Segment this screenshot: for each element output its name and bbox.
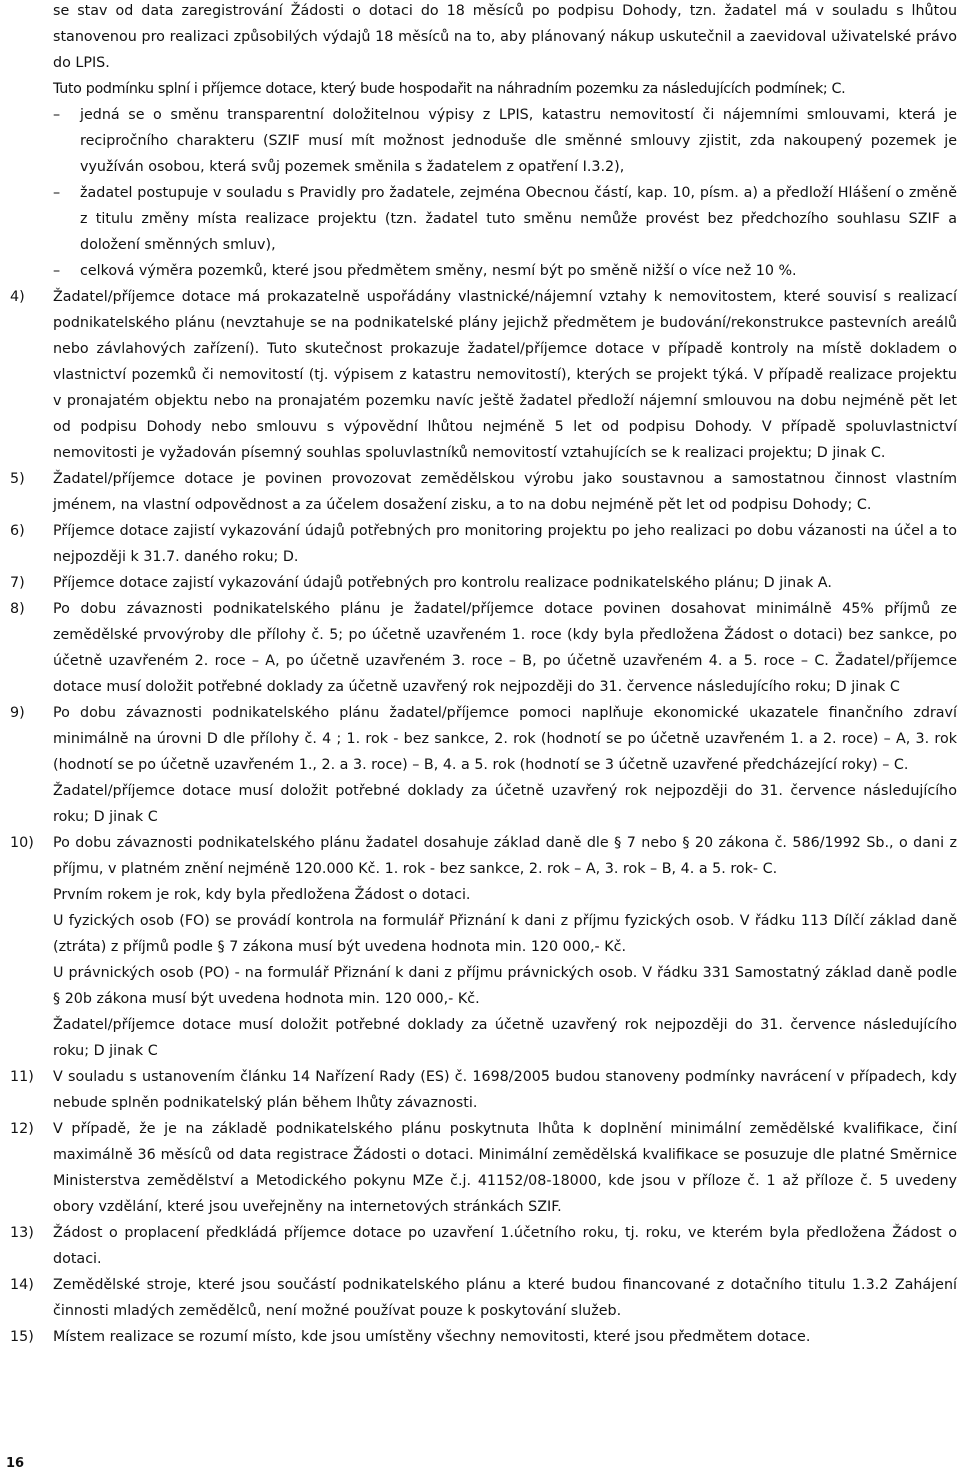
item-number: 9) — [10, 705, 25, 721]
item-number: 7) — [10, 575, 25, 591]
numbered-item — [0, 1116, 957, 1220]
numbered-item — [0, 570, 957, 596]
item-paragraph: U právnických osob (PO) - na formulář Přiznání k dani z příjmu právnických osob. V řádku 331 Samostatný základ daně podle § 20b zákona musí být uvedena hodnota min. 120 000,- Kč. — [53, 965, 957, 1007]
numbered-item — [0, 596, 957, 700]
item-number: 10) — [10, 835, 34, 851]
numbered-item — [0, 518, 957, 570]
item-paragraph: Žadatel/příjemce dotace je povinen provozovat zemědělskou výrobu jako soustavnou a samostatnou činnost vlastním jménem, na vlastní odpovědnost a za účelem dosažení zisku, a to na dobu nejméně pět let od podpisu Dohody; C. — [53, 471, 957, 513]
item-paragraph: Žadatel/příjemce dotace má prokazatelně uspořádány vlastnické/nájemní vztahy k nemovitostem, které souvisí s realizací podnikatelského plánu (nevztahuje se na podnikatelské plány jejichž předmětem je budování/rekonstrukce pastevních areálů nebo závlahových zařízení). Tuto skutečnost prokazuje žadatel/příjemce dotace v případě kontroly na místě dokladem o vlastnictví pozemků či nemovitostí (tj. výpisem z katastru nemovitostí), kterých se projekt týká. V případě realizace projektu v pronajatém objektu nebo na pronajatém pozemku navíc ještě žadatel předloží nájemní smlouvou na dobu nejméně pět let od podpisu Dohody nebo smlouvu s výpovědní lhůtou nejméně 5 let od podpisu Dohody. V případě spoluvlastnictví nemovitosti je vyžadován písemný souhlas spoluvlastníků nemovitostí vztahujících se k realizaci projektu; D jinak C. — [53, 289, 957, 461]
item-number: 11) — [10, 1069, 34, 1085]
item-paragraph: Po dobu závaznosti podnikatelského plánu žadatel dosahuje základ daně dle § 7 nebo § 20 zákona č. 586/1992 Sb., o dani z příjmu, v platném znění nejméně 120.000 Kč. 1. rok - bez sankce, 2. rok – A, 3. rok – B, 4. a 5. rok- C. — [53, 835, 957, 877]
dash-list — [0, 102, 957, 284]
numbered-item — [0, 1064, 957, 1116]
numbered-item — [0, 1272, 957, 1324]
dash-list-text: celková výměra pozemků, které jsou předmětem směny, nesmí být po směně nižší o více než 10 %. — [80, 263, 797, 279]
item-number: 12) — [10, 1121, 34, 1137]
dash-bullet: – — [53, 185, 61, 201]
item-paragraph: V případě, že je na základě podnikatelského plánu poskytnuta lhůta k doplnění minimální zemědělské kvalifikace, činí maximálně 36 měsíců od data registrace Žádosti o dotaci. Minimální zemědělská kvalifikace se posuzuje dle platné Směrnice Ministerstva zemědělství a Metodického pokynu MZe č.j. 41152/08-18000, kde jsou v příloze č. 1 až příloze č. 5 uvedeny obory vzdělání, které jsou uveřejněny na internetových stránkách SZIF. — [53, 1121, 957, 1215]
item-number: 13) — [10, 1225, 34, 1241]
item-number: 4) — [10, 289, 25, 305]
item-paragraph: V souladu s ustanovením článku 14 Nařízení Rady (ES) č. 1698/2005 budou stanoveny podmínky navrácení v případech, kdy nebude splněn podnikatelský plán během lhůty závaznosti. — [53, 1069, 957, 1111]
dash-bullet: – — [53, 107, 61, 123]
item-number: 5) — [10, 471, 25, 487]
numbered-item — [0, 1220, 957, 1272]
item-paragraph: U fyzických osob (FO) se provádí kontrola na formulář Přiznání k dani z příjmu fyzických osob. V řádku 113 Dílčí základ daně (ztráta) z příjmů podle § 7 zákona musí být uvedena hodnota min. 120 000,- Kč. — [53, 913, 957, 955]
item-paragraph: Příjemce dotace zajistí vykazování údajů potřebných pro monitoring projektu po jeho realizaci po dobu vázanosti na účel a to nejpozději k 31.7. daného roku; D. — [53, 523, 957, 565]
item-paragraph: Žadatel/příjemce dotace musí doložit potřebné doklady za účetně uzavřený rok nejpozději do 31. července následujícího roku; D jinak C — [53, 1017, 957, 1059]
numbered-list — [0, 284, 957, 1350]
item-paragraph: Místem realizace se rozumí místo, kde jsou umístěny všechny nemovitosti, které jsou předmětem dotace. — [53, 1329, 811, 1345]
numbered-item — [0, 700, 957, 830]
item-paragraph: Prvním rokem je rok, kdy byla předložena Žádost o dotaci. — [53, 887, 471, 903]
dash-list-text: žadatel postupuje v souladu s Pravidly pro žadatele, zejména Obecnou částí, kap. 10, písm. a) a předloží Hlášení o změně z titulu změny místa realizace projektu (tzn. žadatel tuto směnu nemůže provést bez předchozího souhlasu SZIF a doložení směnných smluv), — [80, 185, 957, 253]
item-paragraph: Po dobu závaznosti podnikatelského plánu žadatel/příjemce pomoci naplňuje ekonomické ukazatele finančního zdraví minimálně na úrovni D dle přílohy č. 4 ; 1. rok - bez sankce, 2. rok (hodnotí se po účetně uzavřeném 1. a 2. roce) – A, 3. rok (hodnotí se po účetně uzavřeném 1., 2. a 3. roce) – B, 4. a 5. rok (hodnotí se 3 účetně uzavřené předcházející roky) – C. — [53, 705, 957, 773]
item-number: 6) — [10, 523, 25, 539]
page-number: 16 — [6, 1456, 25, 1471]
dash-list-item — [0, 102, 957, 180]
dash-list-text: jedná se o směnu transparentní doložitelnou výpisy z LPIS, katastru nemovitostí či nájemními smlouvami, která je recipročního charakteru (SZIF musí mít možnost jednoduše dle směnné smlouvy zjistit, zda nakoupený pozemek je využíván osobou, která svůj pozemek směnila s žadatelem z opatření I.3.2), — [80, 107, 957, 175]
item-paragraph: Žádost o proplacení předkládá příjemce dotace po uzavření 1.účetního roku, tj. roku, ve kterém byla předložena Žádost o dotaci. — [53, 1225, 957, 1267]
dash-list-item — [0, 180, 957, 258]
item-paragraph: Zemědělské stroje, které jsou součástí podnikatelského plánu a které budou financované z dotačního titulu 1.3.2 Zahájení činnosti mladých zemědělců, není možné používat pouze k poskytování služeb. — [53, 1277, 957, 1319]
item-number: 15) — [10, 1329, 34, 1345]
numbered-item — [0, 830, 957, 1064]
numbered-item — [0, 466, 957, 518]
dash-bullet: – — [53, 263, 61, 279]
intro-paragraph: se stav od data zaregistrování Žádosti o dotaci do 18 měsíců po podpisu Dohody, tzn. žadatel má v souladu s lhůtou stanovenou pro realizaci způsobilých výdajů 18 měsíců na to, aby plánovaný nákup uskutečnil a zaevidoval uživatelské právo do LPIS. — [53, 3, 957, 71]
item-paragraph: Žadatel/příjemce dotace musí doložit potřebné doklady za účetně uzavřený rok nejpozději do 31. července následujícího roku; D jinak C — [53, 783, 957, 825]
item-number: 8) — [10, 601, 25, 617]
item-paragraph: Po dobu závaznosti podnikatelského plánu je žadatel/příjemce dotace povinen dosahovat minimálně 45% příjmů ze zemědělské prvovýroby dle přílohy č. 5; po účetně uzavřeném 1. roce (kdy byla předložena Žádost o dotaci) bez sankce, po účetně uzavřeném 2. roce – A, po účetně uzavřeném 3. roce – B, po účetně uzavřeném 4. a 5. roce – C. Žadatel/příjemce dotace musí doložit potřebné doklady za účetně uzavřený rok nejpozději do 31. července následujícího roku; D jinak C — [53, 601, 957, 695]
item-paragraph: Příjemce dotace zajistí vykazování údajů potřebných pro kontrolu realizace podnikatelského plánu; D jinak A. — [53, 575, 832, 591]
item-number: 14) — [10, 1277, 34, 1293]
dash-list-item — [0, 258, 957, 284]
numbered-item — [0, 1324, 957, 1350]
numbered-item — [0, 284, 957, 466]
intro-condition: Tuto podmínku splní i příjemce dotace, který bude hospodařit na náhradním pozemku za následujících podmínek; C. — [53, 81, 846, 97]
